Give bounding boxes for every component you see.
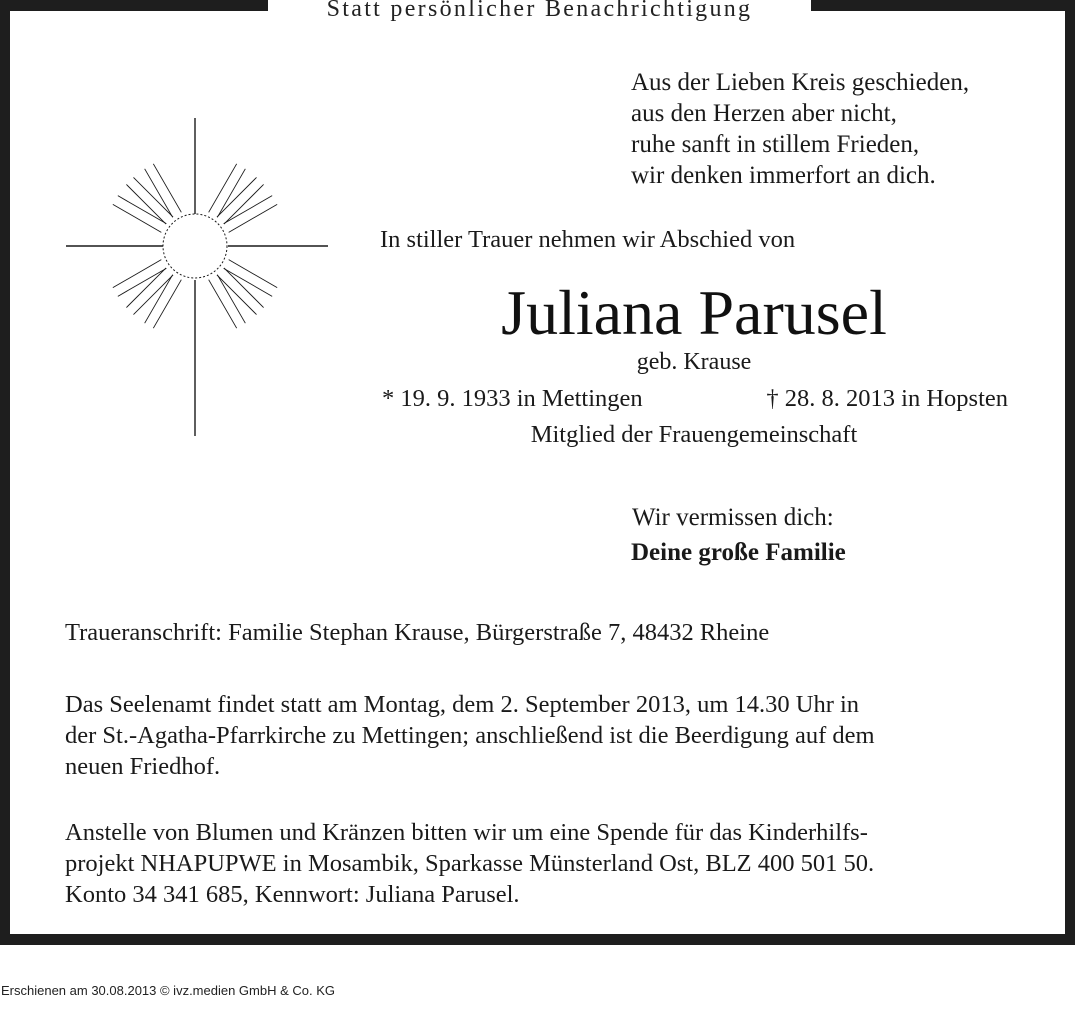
ray-line bbox=[153, 164, 181, 212]
closing-line: Wir vermissen dich: bbox=[632, 504, 834, 531]
poem-line: aus den Herzen aber nicht, bbox=[631, 100, 897, 127]
poem bbox=[631, 67, 969, 191]
birth-info: * 19. 9. 1933 in Mettingen bbox=[382, 385, 643, 412]
radiant-cross-icon bbox=[66, 118, 328, 436]
poem-line: ruhe sanft in stillem Frieden, bbox=[631, 131, 920, 158]
notice-header: Statt persönlicher Benachrichtigung bbox=[326, 0, 753, 22]
paragraph-line: der St.-Agatha-Pfarrkirche zu Mettingen; anschließend ist die Beerdigung auf dem bbox=[65, 722, 875, 749]
ray-line bbox=[229, 260, 277, 288]
membership-line: Mitglied der Frauengemeinschaft bbox=[530, 421, 858, 448]
maiden-name: geb. Krause bbox=[636, 349, 752, 375]
ray-line bbox=[153, 280, 181, 328]
frame-top-bar-right bbox=[811, 0, 1075, 11]
death-info: † 28. 8. 2013 in Hopsten bbox=[766, 385, 1008, 412]
paragraph-line: Das Seelenamt findet statt am Montag, dem 2. September 2013, um 14.30 Uhr in bbox=[65, 691, 860, 718]
poem-line: Aus der Lieben Kreis geschieden, bbox=[631, 69, 970, 96]
intro-line: In stiller Trauer nehmen wir Abschied von bbox=[380, 226, 796, 253]
paragraph-line: Anstelle von Blumen und Kränzen bitten wir um eine Spende für das Kinderhilfs- bbox=[65, 819, 868, 846]
mourning-address: Traueranschrift: Familie Stephan Krause, Bürgerstraße 7, 48432 Rheine bbox=[65, 619, 770, 646]
donation-paragraph bbox=[65, 817, 1009, 910]
deceased-name: Juliana Parusel bbox=[501, 277, 887, 348]
ray-line bbox=[209, 280, 237, 328]
paragraph-line: projekt NHAPUPWE in Mosambik, Sparkasse Münsterland Ost, BLZ 400 501 50. bbox=[65, 850, 875, 877]
paragraph-line: neuen Friedhof. bbox=[65, 753, 221, 780]
ray-line bbox=[113, 204, 161, 232]
ray-line bbox=[229, 204, 277, 232]
service-paragraph bbox=[65, 689, 1009, 782]
paragraph-line: Konto 34 341 685, Kennwort: Juliana Parusel. bbox=[65, 881, 520, 908]
publication-credit: Erschienen am 30.08.2013 © ivz.medien GmbH & Co. KG bbox=[1, 983, 336, 998]
family-signature: Deine große Familie bbox=[631, 539, 846, 566]
poem-line: wir denken immerfort an dich. bbox=[631, 162, 936, 189]
ray-line bbox=[113, 260, 161, 288]
frame-top-bar-left bbox=[0, 0, 268, 11]
ray-line bbox=[209, 164, 237, 212]
